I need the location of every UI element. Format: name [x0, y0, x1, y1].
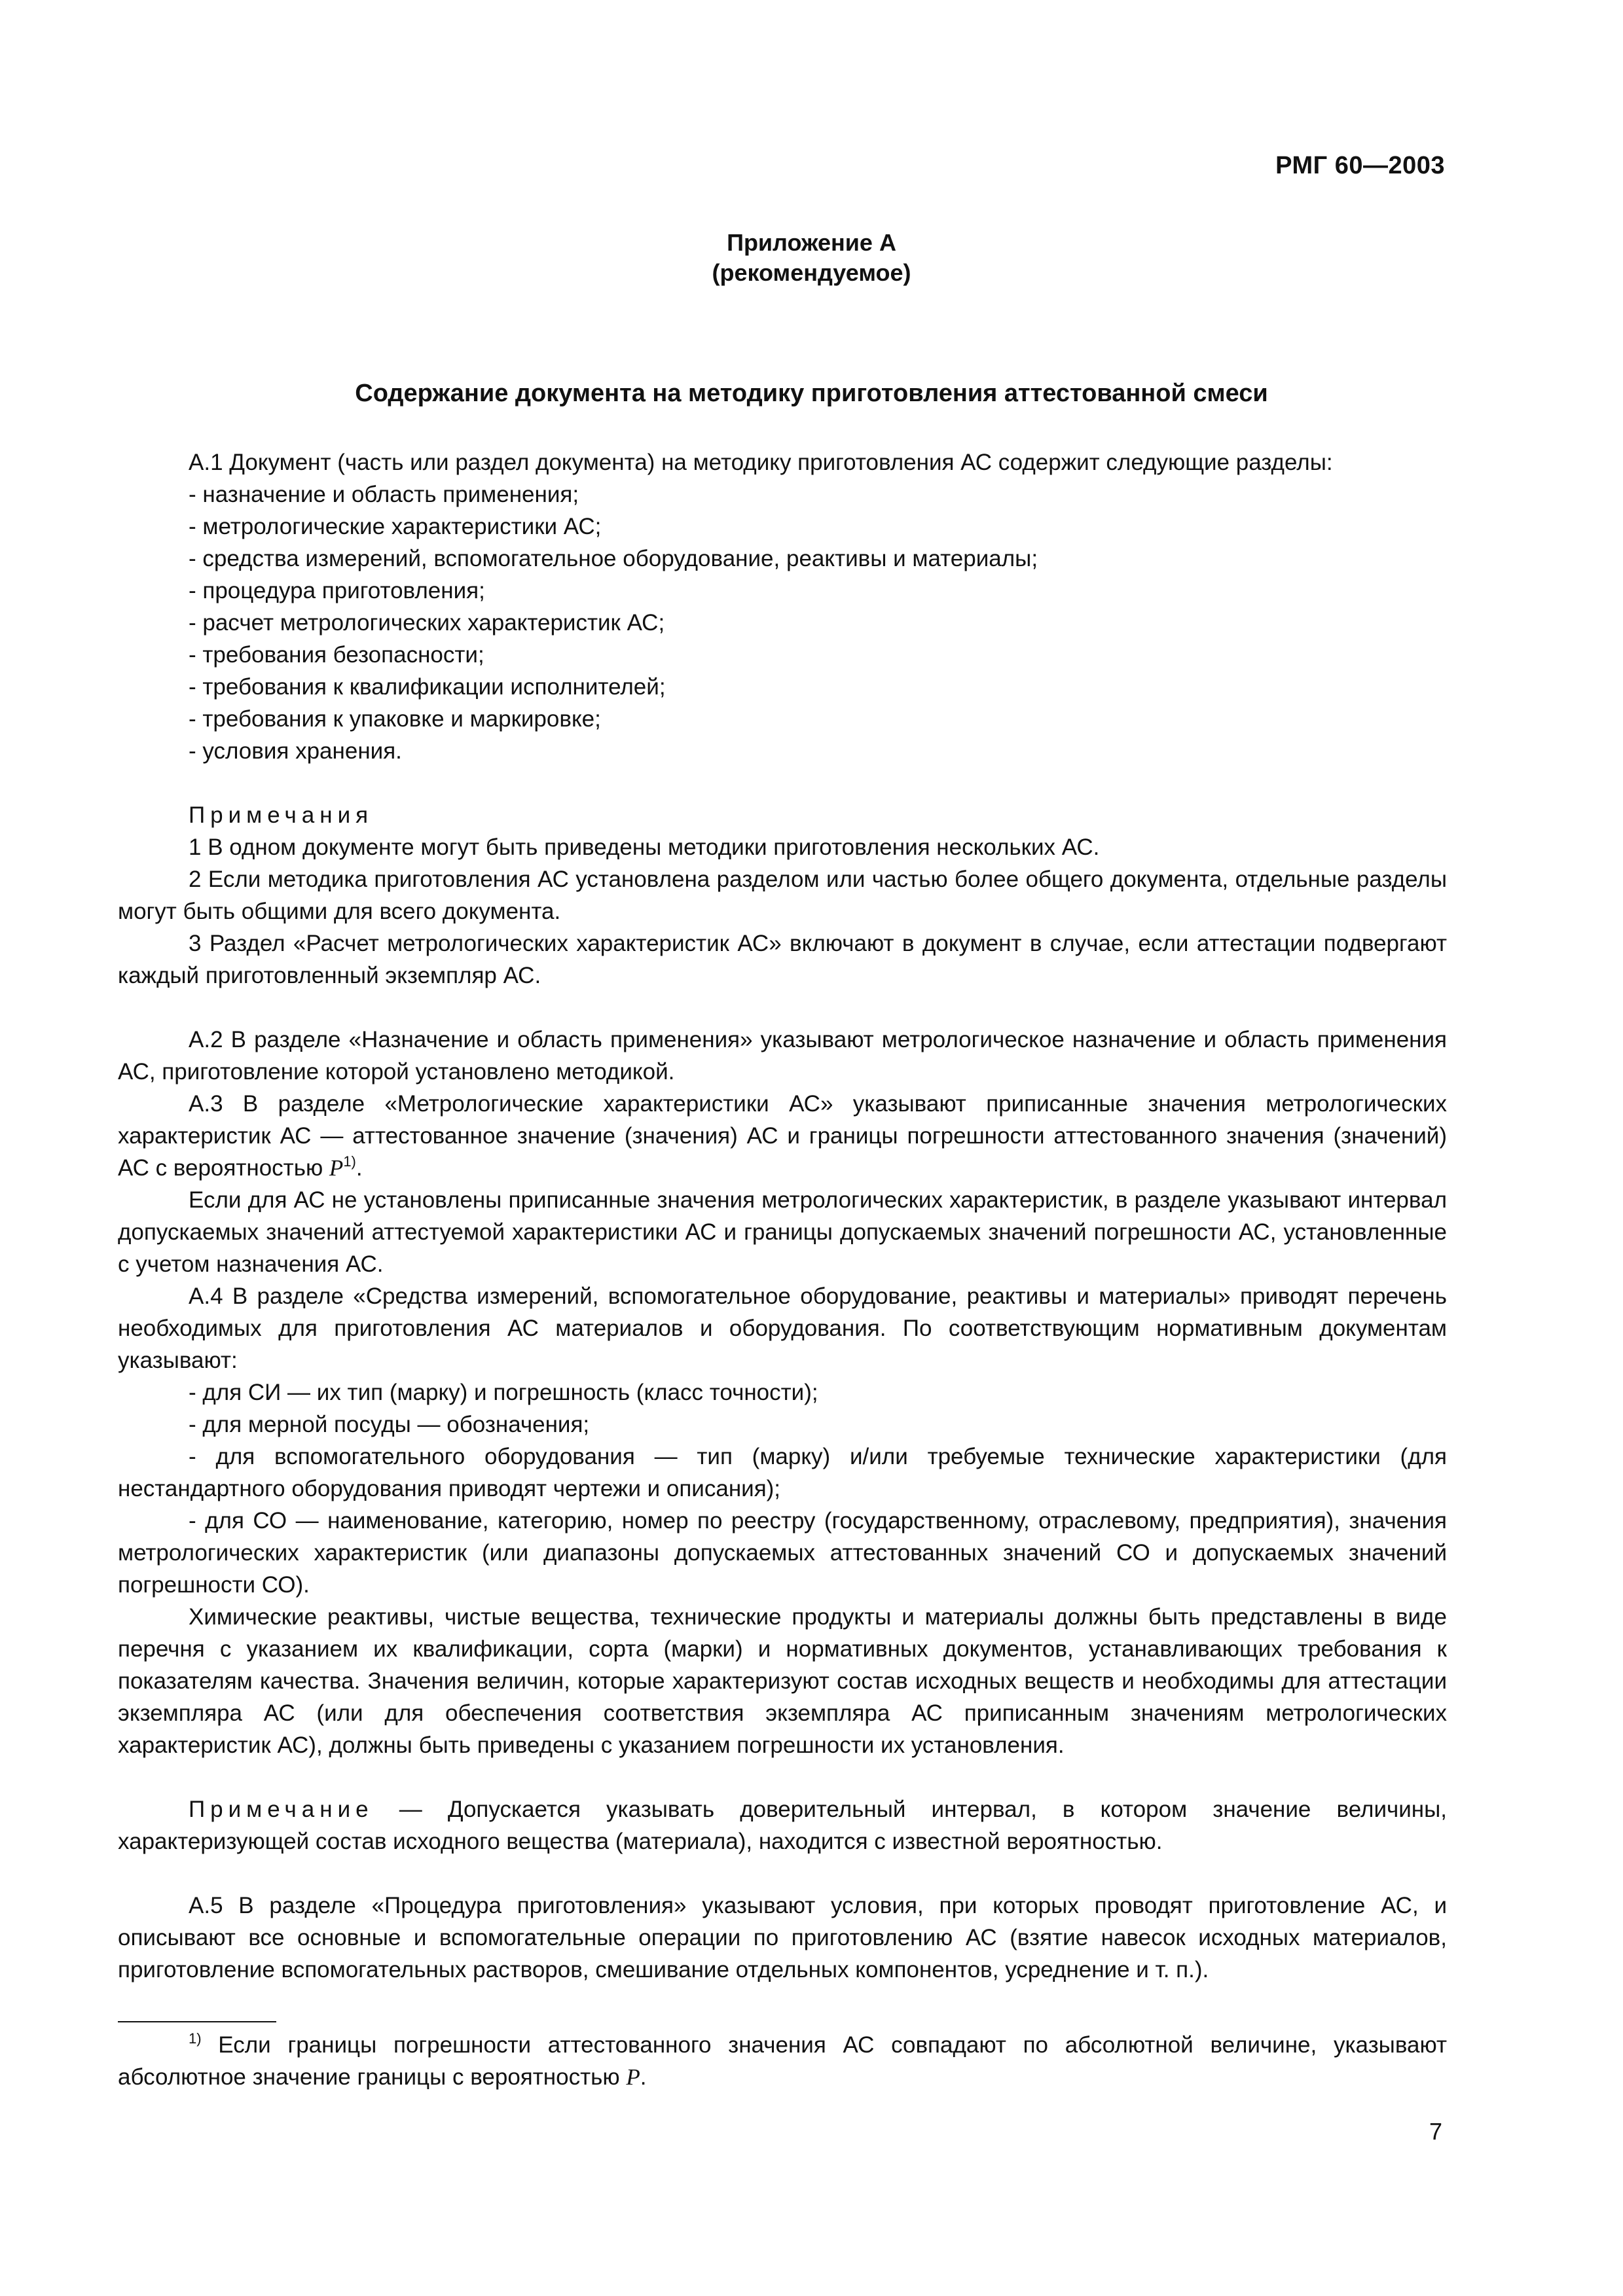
document-body: [118, 446, 1447, 1986]
section-title: Содержание документа на методику приготовления аттестованной смеси: [355, 380, 1268, 407]
single-note: [118, 1793, 1447, 1857]
single-note-text: — Допускается указывать доверительный интервал, в котором значение величины, характеризующей состав исходного вещества (материала), находится с известной вероятностью.: [118, 1797, 1447, 1854]
a3-paragraph: [118, 1088, 1447, 1184]
a4-list-item: - для СО — наименование, категорию, номер по реестру (государственному, отраслевому, предприятия), значения метрологических характеристик (или диапазоны допускаемых аттестованных значений СО и допускаемых значений погрешности СО).: [118, 1508, 1447, 1598]
note-item: 2 Если методика приготовления АС установлена разделом или частью более общего документа, отдельные разделы могут быть общими для всего документа.: [118, 867, 1447, 924]
a3-end: .: [356, 1155, 363, 1181]
a1-list-item: - расчет метрологических характеристик АС;: [189, 610, 665, 636]
a4-list-item: - для вспомогательного оборудования — тип (марку) и/или требуемые технические характеристики (для нестандартного оборудования приводят чертежи и описания);: [118, 1444, 1447, 1501]
a2-paragraph: А.2 В разделе «Назначение и область применения» указывают метрологическое назначение и область применения АС, приготовление которой установлено методикой.: [118, 1027, 1447, 1085]
probability-symbol: P: [329, 1155, 344, 1181]
appendix-heading: [0, 228, 1623, 288]
a1-list-item: - назначение и область применения;: [189, 482, 579, 507]
a1-list-item: - требования к квалификации исполнителей;: [189, 674, 666, 700]
a1-intro: А.1 Документ (часть или раздел документа) на методику приготовления АС содержит следующие разделы:: [189, 450, 1333, 475]
notes-block: [118, 799, 1447, 992]
a1-list-item: - процедура приготовления;: [189, 578, 485, 603]
note-item: 1 В одном документе могут быть приведены методики приготовления нескольких АС.: [189, 834, 1100, 860]
footnote-ref: 1): [343, 1153, 356, 1170]
footnote-end: .: [640, 2064, 647, 2090]
a1-list-item: - метрологические характеристики АС;: [189, 514, 602, 539]
a4-intro: А.4 В разделе «Средства измерений, вспомогательное оборудование, реактивы и материалы» приводят перечень необходимых для приготовления АС материалов и оборудования. По соответствующим нормативным документам указывают:: [118, 1283, 1447, 1373]
a1-list-item: - требования безопасности;: [189, 642, 484, 668]
a5-paragraph: А.5 В разделе «Процедура приготовления» указывают условия, при которых проводят приготовление АС, и описывают все основные и вспомогательные операции по приготовлению АС (взятие навесок исходных материалов, приготовление вспомогательных растворов, смешивание отдельных компонентов, усреднение и т. п.).: [118, 1893, 1447, 1982]
a3-second-paragraph: Если для АС не установлены приписанные значения метрологических характеристик, в разделе указывают интервал допускаемых значений аттестуемой характеристики АС и границы допускаемых значений погрешности АС, установленные с учетом назначения АС.: [118, 1187, 1447, 1277]
a3-text: А.3 В разделе «Метрологические характеристики АС» указывают приписанные значения метрологических характеристик АС — аттестованное значение (значения) АС и границы погрешности аттестованного значения (значений) АС с вероятностью: [118, 1091, 1447, 1181]
a4-paragraph: Химические реактивы, чистые вещества, технические продукты и материалы должны быть представлены в виде перечня с указанием их квалификации, сорта (марки) и нормативных документов, устанавливающих требования к показателям качества. Значения величин, которые характеризуют состав исходных веществ и необходимы для аттестации экземпляра АС (или для обеспечения соответствия экземпляра АС приписанным значениям метрологических характеристик АС), должны быть приведены с указанием погрешности их установления.: [118, 1604, 1447, 1758]
footnote-mark: 1): [189, 2030, 202, 2047]
page-number: 7: [1429, 2118, 1442, 2145]
a4-list-item: - для мерной посуды — обозначения;: [189, 1412, 590, 1437]
footnote-divider: [118, 2021, 276, 2022]
a4-list-item: - для СИ — их тип (марку) и погрешность (класс точности);: [189, 1380, 818, 1405]
appendix-title: Приложение А: [727, 229, 896, 256]
document-code: РМГ 60—2003: [1275, 152, 1445, 179]
a1-list-item: - средства измерений, вспомогательное оборудование, реактивы и материалы;: [189, 546, 1038, 571]
a1-list-item: - требования к упаковке и маркировке;: [189, 706, 601, 732]
note-item: 3 Раздел «Расчет метрологических характеристик АС» включают в документ в случае, если аттестации подвергают каждый приготовленный экземпляр АС.: [118, 931, 1447, 988]
appendix-type: (рекомендуемое): [712, 259, 911, 286]
notes-heading: Примечания: [189, 802, 374, 828]
footnote-symbol: P: [626, 2064, 640, 2090]
a1-list: [118, 478, 1447, 767]
footnote: [118, 2029, 1447, 2093]
footnote-text: Если границы погрешности аттестованного значения АС совпадают по абсолютной величине, указывают абсолютное значение границы с вероятностью: [118, 2032, 1447, 2090]
single-note-label: Примечание: [189, 1797, 374, 1822]
a1-list-item: - условия хранения.: [189, 738, 402, 764]
